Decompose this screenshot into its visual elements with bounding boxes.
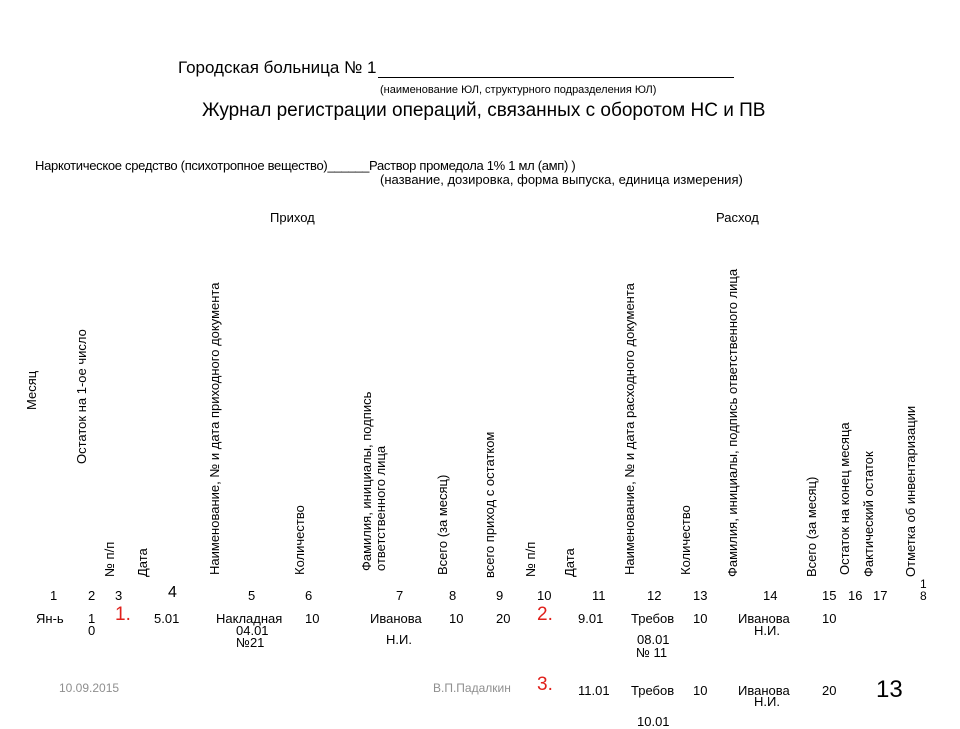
col-header-rest-start: Остаток на 1-ое число (74, 329, 89, 464)
row1-qty-in: 10 (305, 611, 320, 626)
col-header-resp-out: Фамилия, инициалы, подпись ответственного лица (725, 268, 740, 577)
col-number-7: 7 (396, 588, 404, 603)
row1-total-with-rest: 20 (496, 611, 511, 626)
col-header-doc-out: Наименование, № и дата расходного документа (622, 283, 637, 575)
col-header-total-out: Всего (за месяц) (804, 476, 819, 577)
col-number-11: 11 (592, 588, 606, 603)
col-number-10: 10 (537, 588, 552, 603)
row1-resp-in-a: Иванова (370, 611, 422, 626)
row2-date-out: 11.01 (578, 683, 610, 698)
col-number-14: 14 (763, 588, 778, 603)
col-header-num-out: № п/п (523, 541, 538, 577)
section-income: Приход (270, 210, 315, 225)
col-number-18b: 8 (920, 589, 927, 603)
col-number-6: 6 (305, 588, 313, 603)
col-header-month: Месяц (24, 370, 39, 410)
row1-resp-in-b: Н.И. (386, 632, 412, 647)
row1-doc-in-a: Накладная (216, 611, 283, 626)
footer-author: В.П.Падалкин (433, 681, 511, 695)
row1-marker-1: 1. (115, 604, 131, 625)
row1-qty-out: 10 (693, 611, 708, 626)
row1-doc-out-c: № 11 (636, 645, 668, 660)
row1-doc-in-c: №21 (236, 635, 265, 650)
col-number-15: 15 (822, 588, 837, 603)
org-caption: (наименование ЮЛ, структурного подразделения ЮЛ) (380, 84, 657, 96)
col-number-18a: 1 (920, 577, 927, 591)
col-header-num-in: № п/п (102, 541, 117, 577)
col-number-3: 3 (115, 588, 123, 603)
hospital-name: Городская больница № 1 (178, 58, 377, 77)
row1-total-out: 10 (822, 611, 837, 626)
row1-month: Ян-ь (36, 611, 64, 626)
hospital-underline (378, 60, 734, 78)
col-header-date-in: Дата (135, 548, 150, 577)
col-header-qty-out: Количество (678, 505, 693, 575)
col-number-1: 1 (50, 588, 58, 603)
col-header-resp-in: Фамилия, инициалы, подпись (359, 391, 374, 571)
row1-doc-out-b: 08.01 (637, 632, 670, 647)
row2-resp-out-b: Н.И. (754, 694, 780, 709)
substance-line: Наркотическое средство (психотропное вещество)______Раствор промедола 1% 1 мл (амп) ) (35, 158, 576, 173)
row1-total-in: 10 (449, 611, 464, 626)
row2-total-out: 20 (822, 683, 837, 698)
col-number-16: 16 (848, 588, 863, 603)
col-header-resp-in-2: ответственного лица (373, 445, 388, 571)
col-number-17: 17 (873, 588, 888, 603)
row2-doc-out-b: 10.01 (637, 714, 670, 729)
section-expense: Расход (716, 210, 759, 225)
col-header-rest-end: Остаток на конец месяца (837, 422, 852, 575)
col-header-total-with-rest: всего приход с остатком (482, 431, 497, 578)
row1-resp-out-b: Н.И. (754, 623, 780, 638)
col-number-2: 2 (88, 588, 96, 603)
col-header-date-out: Дата (562, 548, 577, 577)
col-header-actual-rest: Фактический остаток (861, 451, 876, 577)
col-number-4: 4 (168, 584, 177, 601)
row1-rest-a: 1 (88, 611, 96, 626)
footer-date: 10.09.2015 (59, 681, 120, 695)
col-number-12: 12 (647, 588, 662, 603)
col-header-qty-in: Количество (292, 505, 307, 575)
col-number-5: 5 (248, 588, 256, 603)
row2-qty-out: 10 (693, 683, 708, 698)
journal-title: Журнал регистрации операций, связанных с оборотом НС и ПВ (202, 100, 766, 121)
col-header-total-in: Всего (за месяц) (435, 474, 450, 575)
row2-doc-out-a: Требов (631, 683, 675, 698)
col-number-13: 13 (693, 588, 708, 603)
row1-doc-in-b: 04.01 (236, 623, 269, 638)
row1-doc-out-a: Требов (631, 611, 675, 626)
col-number-8: 8 (449, 588, 457, 603)
substance-caption: (название, дозировка, форма выпуска, единица измерения) (380, 172, 743, 187)
row1-marker-2: 2. (537, 604, 553, 625)
row1-date-in: 5.01 (154, 611, 180, 626)
hospital-title (178, 58, 734, 78)
row1-resp-out-a: Иванова (738, 611, 790, 626)
page-number: 13 (876, 676, 903, 703)
row2-marker-3: 3. (537, 674, 553, 695)
col-number-9: 9 (496, 588, 504, 603)
col-header-inventory: Отметка об инвентаризации (903, 405, 918, 577)
row1-rest-b: 0 (88, 623, 96, 638)
col-header-doc-in: Наименование, № и дата приходного документа (207, 282, 222, 575)
row2-resp-out-a: Иванова (738, 683, 790, 698)
row1-date-out: 9.01 (578, 611, 604, 626)
